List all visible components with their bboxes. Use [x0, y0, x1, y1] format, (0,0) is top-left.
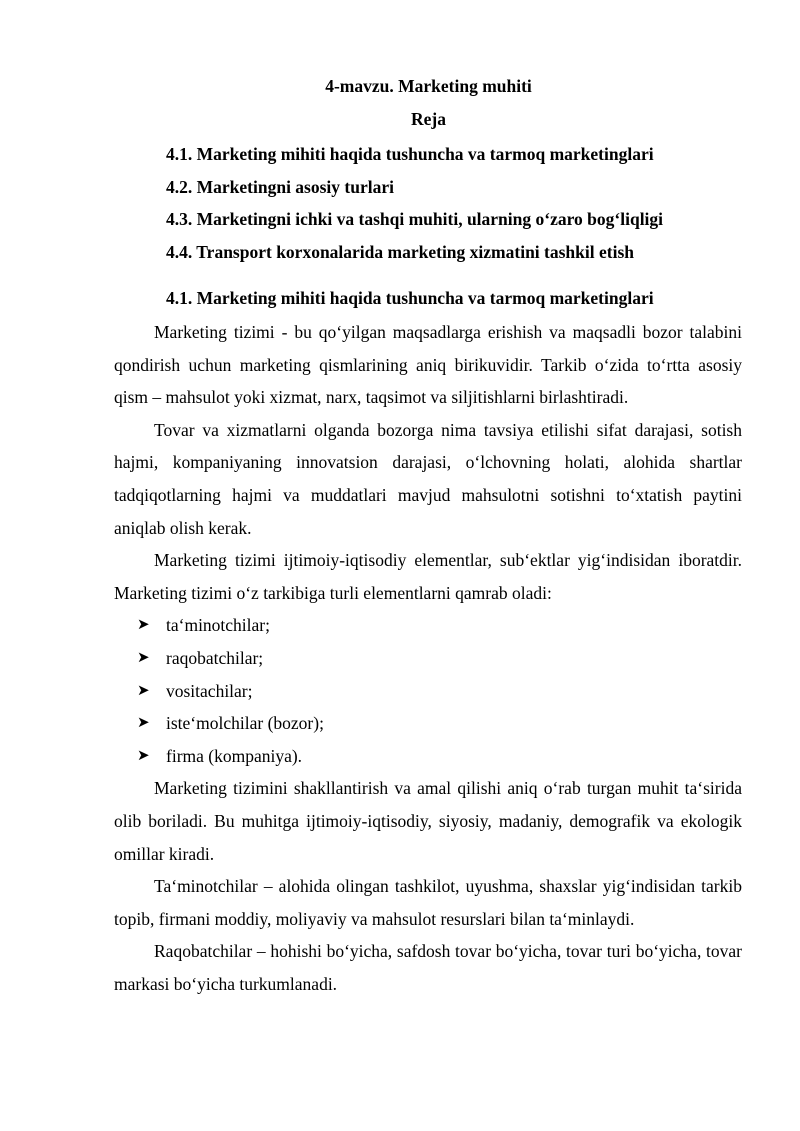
plan-item: 4.2. Marketingni asosiy turlari: [166, 176, 394, 197]
list-item: ➤ iste‘molchilar (bozor);: [114, 707, 742, 740]
list-item: ➤ vositachilar;: [114, 675, 742, 708]
arrowhead-bullet-icon: ➤: [137, 617, 150, 634]
plan-heading: Reja: [411, 109, 446, 129]
paragraph: Marketing tizimi ijtimoiy-iqtisodiy elementlar, sub‘ektlar yig‘indisidan iboratdir. Marketing tizimi o‘z tarkibiga turli elementlarni qamrab oladi:: [114, 550, 742, 603]
section-heading: 4.1. Marketing mihiti haqida tushuncha va tarmoq marketinglari: [166, 288, 654, 308]
document-title: 4-mavzu. Marketing muhiti: [325, 76, 532, 96]
list-item: ➤ ta‘minotchilar;: [114, 609, 742, 642]
paragraph: Marketing tizimini shakllantirish va amal qilishi aniq o‘rab turgan muhit ta‘sirida olib boriladi. Bu muhitga ijtimoiy-iqtisodiy, siyosiy, madaniy, demografik va ekologik omillar kiradi.: [114, 778, 742, 864]
arrowhead-bullet-icon: ➤: [137, 715, 150, 732]
plan-list: [166, 141, 663, 271]
list-item: ➤ firma (kompaniya).: [114, 740, 742, 773]
arrowhead-bullet-icon: ➤: [137, 682, 150, 699]
list-item: ➤ raqobatchilar;: [114, 642, 742, 675]
arrowhead-bullet-icon: ➤: [137, 747, 150, 764]
body-text: [114, 316, 742, 1000]
paragraph: Tovar va xizmatlarni olganda bozorga nima tavsiya etilishi sifat darajasi, sotish hajmi, kompaniyaning innovatsion darajasi, o‘lchovning holati, alohida shartlar tadqiqotlarning hajmi va muddatlari mavjud mahsulotni sotishni to‘xtatish paytini aniqlab olish kerak.: [114, 419, 742, 538]
paragraph: Marketing tizimi - bu qo‘yilgan maqsadlarga erishish va maqsadli bozor talabini qondirish uchun marketing qismlarining aniq birikuvidir. Tarkib o‘zida to‘rtta asosiy qism – mahsulot yoki xizmat, narx, taqsimot va siljitishlarni birlashtiradi.: [114, 322, 742, 408]
plan-item: 4.3. Marketingni ichki va tashqi muhiti, ularning o‘zaro bog‘liqligi: [166, 209, 664, 229]
element-list: [114, 609, 742, 772]
paragraph: Raqobatchilar – hohishi bo‘yicha, safdosh tovar bo‘yicha, tovar turi bo‘yicha, tovar markasi bo‘yicha turkumlanadi.: [114, 941, 742, 994]
plan-item: 4.1. Marketing mihiti haqida tushuncha va tarmoq marketinglari: [166, 144, 654, 164]
paragraph: Ta‘minotchilar – alohida olingan tashkilot, uyushma, shaxslar yig‘indisidan tarkib topib, firmani moddiy, moliyaviy va mahsulot resurslari bilan ta‘minlaydi.: [114, 876, 742, 929]
arrowhead-bullet-icon: ➤: [137, 649, 150, 666]
plan-item: 4.4. Transport korxonalarida marketing xizmatini tashkil etish: [166, 241, 634, 262]
